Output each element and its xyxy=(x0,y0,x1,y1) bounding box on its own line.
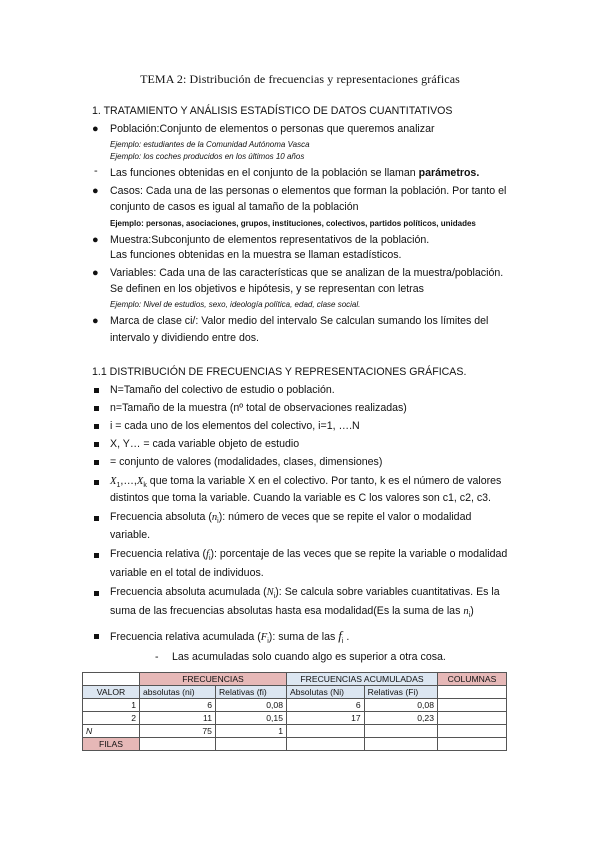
dash-bullet-icon: - xyxy=(94,165,98,177)
page-title: TEMA 2: Distribución de frecuencias y representaciones gráficas xyxy=(140,72,460,86)
cell-ni: 6 xyxy=(140,699,216,712)
math-X: X xyxy=(110,476,117,487)
poblacion-example-2: Ejemplo: los coches producidos en los últimos 10 años xyxy=(110,152,305,161)
item-faa-line-2 xyxy=(110,604,474,623)
variables-example: Ejemplo: Nivel de estudios, sexo, ideología política, edad, clase social. xyxy=(110,300,361,309)
square-bullet-icon xyxy=(94,460,99,465)
fra-post: ): suma de las xyxy=(268,631,339,643)
math-sub-i: i xyxy=(267,638,269,646)
math-sub-i: i xyxy=(208,555,211,563)
cell-Ni: 17 xyxy=(287,712,365,725)
table-cell xyxy=(438,712,507,725)
cell-N-label: N xyxy=(83,725,140,738)
faa-pre: Frecuencia absoluta acumulada ( xyxy=(110,586,267,598)
header-absolutas-acum: Absolutas (Ni) xyxy=(287,686,365,699)
square-bullet-icon xyxy=(94,553,99,558)
bullet-dot-icon: ● xyxy=(92,267,99,279)
table-row-total xyxy=(83,725,507,738)
bullet-dot-icon: ● xyxy=(92,123,99,135)
fra-end: . xyxy=(343,631,350,643)
cell-Ni: 6 xyxy=(287,699,365,712)
table-cell xyxy=(83,673,140,686)
variables-line-2: Se definen en los objetivos e hipótesis, y se representan con letras xyxy=(110,283,424,295)
cell-ni: 11 xyxy=(140,712,216,725)
item-N: N=Tamaño del colectivo de estudio o población. xyxy=(110,384,335,396)
item-i: i = cada uno de los elementos del colectivo, i=1, ….N xyxy=(110,420,360,432)
header-relativas: Relativas (fi) xyxy=(215,686,286,699)
section-1-heading: 1. TRATAMIENTO Y ANÁLISIS ESTADÍSTICO DE DATOS CUANTITATIVOS xyxy=(92,105,453,117)
item-fra xyxy=(110,628,349,649)
faa-l2: suma de las frecuencias absolutas hasta esa modalidad(Es la suma de las xyxy=(110,605,464,617)
math-sub-1: 1 xyxy=(116,482,121,490)
fa-post: ): número de veces que se repite el valor o modalidad xyxy=(218,511,472,523)
math-n: n xyxy=(211,512,218,523)
section-1-1-heading: 1.1 DISTRIBUCIÓN DE FRECUENCIAS Y REPRESENTACIONES GRÁFICAS. xyxy=(92,366,467,378)
table-cell xyxy=(287,738,365,751)
cell-N-fi: 1 xyxy=(215,725,286,738)
header-frecuencias-acumuladas: FRECUENCIAS ACUMULADAS xyxy=(287,673,438,686)
casos-line-2: conjunto de casos es igual al tamaño de la población xyxy=(110,201,359,213)
math-sub-i: i xyxy=(468,612,471,620)
table-row-filas xyxy=(83,738,507,751)
item-conjunto: = conjunto de valores (modalidades, clases, dimensiones) xyxy=(110,456,383,468)
item-acumuladas: Las acumuladas solo cuando algo es superior a otra cosa. xyxy=(172,651,446,663)
header-relativas-acum: Relativas (Fi) xyxy=(364,686,437,699)
funciones-bold: parámetros. xyxy=(418,167,480,179)
funciones-text xyxy=(110,166,479,181)
bullet-dot-icon: ● xyxy=(92,315,99,327)
table-cell xyxy=(438,686,507,699)
cell-Fi: 0,08 xyxy=(364,699,437,712)
math-f: f xyxy=(338,628,342,643)
marca-line-2: intervalo y dividiendo entre dos. xyxy=(110,332,259,344)
cell-fi: 0,15 xyxy=(215,712,286,725)
muestra-line-2: Las funciones obtenidas en la muestra se llaman estadísticos. xyxy=(110,249,402,261)
table-header-row-2 xyxy=(83,686,507,699)
table-row xyxy=(83,699,507,712)
header-frecuencias: FRECUENCIAS xyxy=(140,673,287,686)
table-cell xyxy=(438,725,507,738)
item-fr-line-2: variable en el total de individuos. xyxy=(110,567,264,579)
square-bullet-icon xyxy=(94,406,99,411)
math-N: N xyxy=(266,587,274,598)
xk-text: que toma la variable X en el colectivo. Por tanto, k es el número de valores xyxy=(146,475,502,487)
marca-line-1: Marca de clase ci/: Valor medio del intervalo Se calculan sumando los límites del xyxy=(110,315,489,327)
math-X-2: X xyxy=(136,476,144,487)
header-columnas: COLUMNAS xyxy=(438,673,507,686)
table-cell xyxy=(438,699,507,712)
square-bullet-icon xyxy=(94,516,99,521)
casos-line-1: Casos: Cada una de las personas o elementos que forman la población. Por tanto el xyxy=(110,185,507,197)
poblacion-example-1: Ejemplo: estudiantes de la Comunidad Autónoma Vasca xyxy=(110,140,310,149)
table-cell xyxy=(364,725,437,738)
square-bullet-icon xyxy=(94,424,99,429)
square-bullet-icon xyxy=(94,591,99,596)
fa-pre: Frecuencia absoluta ( xyxy=(110,511,212,523)
math-f: f xyxy=(205,549,209,560)
item-n: n=Tamaño de la muestra (nº total de observaciones realizadas) xyxy=(110,402,407,414)
item-fr-line-1 xyxy=(110,547,507,566)
math-F: F xyxy=(260,632,268,643)
cell-valor: 2 xyxy=(83,712,140,725)
math-sub-k: k xyxy=(143,482,147,490)
math-dots: ,…, xyxy=(120,475,137,487)
table-cell xyxy=(364,738,437,751)
cell-filas: FILAS xyxy=(83,738,140,751)
cell-fi: 0,08 xyxy=(215,699,286,712)
cell-Fi: 0,23 xyxy=(364,712,437,725)
faa-l2-end: ) xyxy=(470,605,474,617)
item-xy: X, Y… = cada variable objeto de estudio xyxy=(110,438,300,450)
cell-N-ni: 75 xyxy=(140,725,216,738)
table-cell xyxy=(438,738,507,751)
dash-bullet-icon: - xyxy=(155,651,159,663)
item-faa-line-1 xyxy=(110,585,500,604)
table-cell xyxy=(215,738,286,751)
bullet-dot-icon: ● xyxy=(92,185,99,197)
muestra-text: Muestra:Subconjunto de elementos representativos de la población. xyxy=(110,234,430,246)
poblacion-text: Población:Conjunto de elementos o personas que queremos analizar xyxy=(110,123,435,135)
frequency-table xyxy=(82,672,507,751)
fr-pre: Frecuencia relativa ( xyxy=(110,548,206,560)
item-xk-line-2: distintos que toma la variable. Cuando la variable es C los valores son c1, c2, c3. xyxy=(110,492,491,504)
table-header-row-1 xyxy=(83,673,507,686)
square-bullet-icon xyxy=(94,388,99,393)
square-bullet-icon xyxy=(94,442,99,447)
variables-line-1: Variables: Cada una de las características que se analizan de la muestra/población. xyxy=(110,267,504,279)
cell-valor: 1 xyxy=(83,699,140,712)
header-absolutas: absolutas (ni) xyxy=(140,686,216,699)
casos-example: Ejemplo: personas, asociaciones, grupos, instituciones, colectivos, partidos políticos, unidades xyxy=(110,219,476,228)
table-row xyxy=(83,712,507,725)
math-n: n xyxy=(463,606,469,617)
item-fa-line-2: variable. xyxy=(110,529,151,541)
table-cell xyxy=(140,738,216,751)
math-sub-i: i xyxy=(273,593,276,601)
header-valor: VALOR xyxy=(83,686,140,699)
math-sub-i: i xyxy=(217,518,219,526)
funciones-pre: Las funciones obtenidas en el conjunto de la población se llaman xyxy=(110,167,419,179)
table-cell xyxy=(287,725,365,738)
fr-post: ): porcentaje de las veces que se repite la variable o modalidad xyxy=(210,548,508,560)
square-bullet-icon xyxy=(94,634,99,639)
math-sub-i: i xyxy=(341,638,344,646)
fra-pre: Frecuencia relativa acumulada ( xyxy=(110,631,261,643)
faa-post: ): Se calcula sobre variables cuantitativas. Es la xyxy=(275,586,500,598)
square-bullet-icon xyxy=(94,480,99,485)
item-fa-line-1 xyxy=(110,510,471,529)
bullet-dot-icon: ● xyxy=(92,234,99,246)
